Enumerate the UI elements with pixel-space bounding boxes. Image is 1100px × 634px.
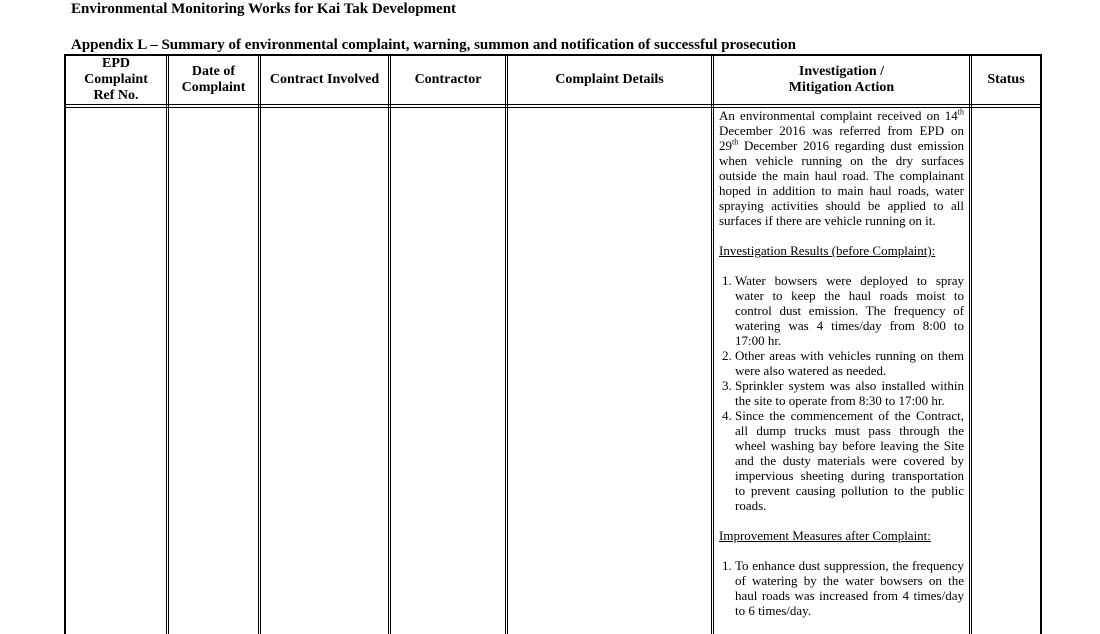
column-divider — [711, 54, 714, 634]
summary-text: An environmental complaint received on 14 — [719, 108, 958, 123]
summary-text: December 2016 regarding dust emission when vehicle running on the dry surfaces outside the main haul road. The complainant hoped in addition to main haul roads, water spraying activities should be applied to all surfaces if there are vehicle running on it. — [719, 138, 964, 228]
column-divider — [166, 54, 169, 634]
summary-text: December 2016 was referred from EPD on 29 — [719, 123, 964, 153]
document-title: Environmental Monitoring Works for Kai Tak Development — [71, 1, 457, 17]
column-divider — [969, 54, 972, 634]
complaint-summary — [719, 108, 964, 228]
header-line: Ref No. — [93, 88, 139, 103]
header-line: Contractor — [414, 72, 482, 87]
header-line: Complaint — [84, 72, 148, 87]
header-line: Status — [987, 72, 1025, 87]
list-item: 1. Water bowsers were deployed to spray water to keep the haul roads moist to control dust emission. The frequency of watering was 4 times/day from 8:00 to 17:00 hr. — [735, 273, 964, 348]
header-line: Investigation / — [798, 64, 885, 79]
header-line: Complaint — [181, 80, 246, 95]
header-status — [972, 56, 1040, 104]
ordinal-suffix: th — [732, 137, 739, 147]
column-divider — [505, 54, 508, 634]
ordinal-suffix: th — [957, 107, 964, 117]
list-item: 2. Other areas with vehicles running on them were also watered as needed. — [735, 348, 964, 378]
header-date-of-complaint — [169, 56, 258, 104]
list-item: 4. Since the commencement of the Contract, all dump trucks must pass through the wheel washing bay before leaving the Site and the dusty materials were covered by impervious sheeting during transportation to prevent causing pollution to the public roads. — [735, 408, 964, 513]
list-item: 1. To enhance dust suppression, the frequency of watering by the water bowsers on the haul roads was increased from 4 times/day to 6 times/day. — [735, 558, 964, 618]
improvement-measures-heading: Improvement Measures after Complaint: — [719, 528, 931, 543]
header-line: Mitigation Action — [788, 80, 895, 95]
header-line: Contract Involved — [269, 72, 380, 87]
list-item: 3. Sprinkler system was also installed within the site to operate from 8:30 to 17:00 hr. — [735, 378, 964, 408]
appendix-title: Appendix L – Summary of environmental complaint, warning, summon and notification of successful prosecution — [71, 37, 796, 53]
header-investigation-mitigation — [714, 56, 969, 104]
improvement-measures-list — [719, 558, 964, 618]
header-complaint-details — [508, 56, 711, 104]
header-line: Date of — [191, 64, 236, 79]
investigation-results-heading: Investigation Results (before Complaint): — [719, 243, 936, 258]
column-divider — [388, 54, 391, 634]
header-contract-involved — [261, 56, 388, 104]
header-line: Complaint Details — [555, 72, 664, 87]
column-divider — [258, 54, 261, 634]
header-line: EPD — [101, 56, 130, 71]
header-contractor — [391, 56, 505, 104]
header-epd-ref-no — [66, 56, 166, 104]
investigation-cell — [719, 108, 964, 618]
investigation-results-list — [719, 273, 964, 513]
